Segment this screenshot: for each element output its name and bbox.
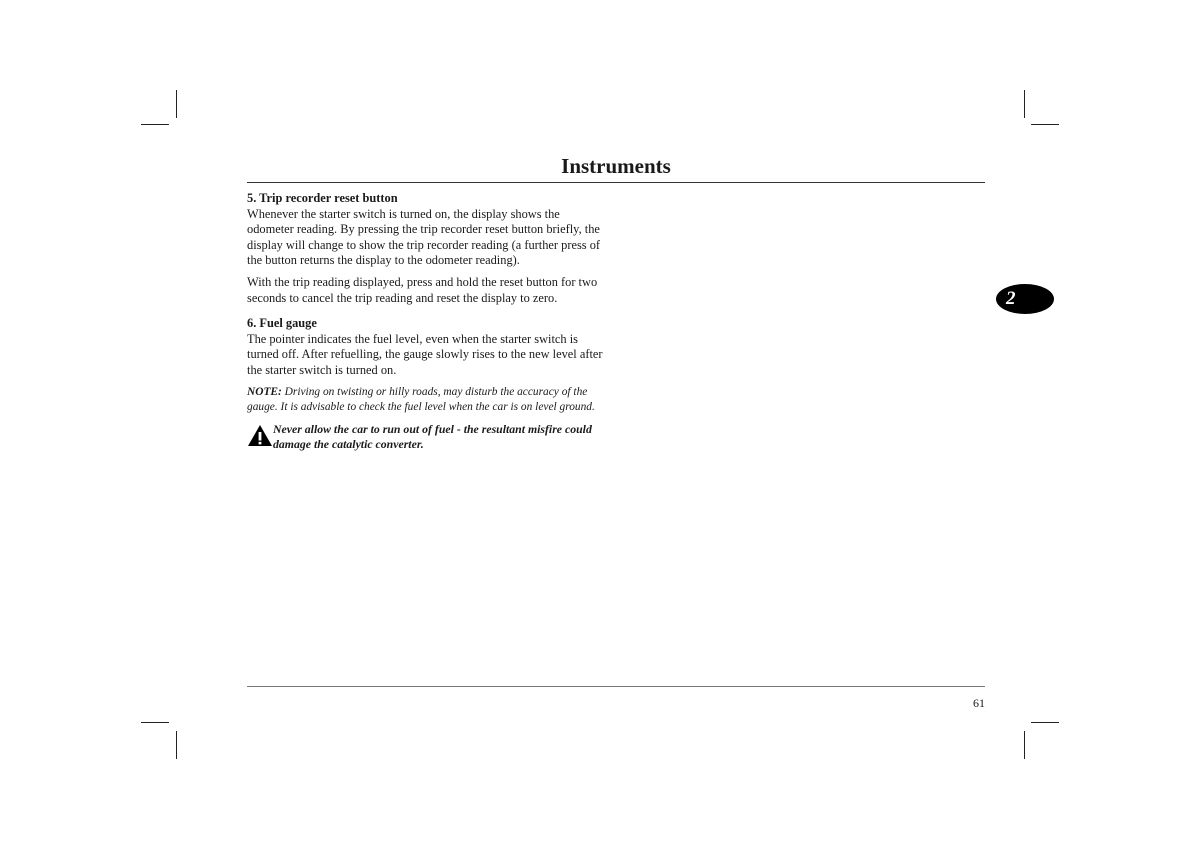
chapter-tab: 2 xyxy=(996,284,1054,314)
section-heading-trip-recorder: 5. Trip recorder reset button xyxy=(247,191,398,205)
page-number: 61 xyxy=(973,696,985,710)
crop-mark xyxy=(141,124,169,125)
crop-mark xyxy=(176,731,177,759)
crop-mark xyxy=(1024,90,1025,118)
warning-text: Never allow the car to run out of fuel - the resultant misfire could damage the catalytic converter. xyxy=(273,421,592,452)
crop-mark xyxy=(176,90,177,118)
note xyxy=(247,385,603,416)
page-title: Instruments xyxy=(561,154,671,178)
crop-mark xyxy=(1031,722,1059,723)
paragraph: Whenever the starter switch is turned on, the display shows the odometer reading. By pressing the trip recorder reset button briefly, the display will change to show the trip recorder reading (a further press of the button returns the display to the odometer reading). xyxy=(247,206,601,268)
note-text: Driving on twisting or hilly roads, may disturb the accuracy of the gauge. It is advisable to check the fuel level when the car is on level ground. xyxy=(247,385,595,414)
warning-callout xyxy=(247,422,603,453)
paragraph: With the trip reading displayed, press and hold the reset button for two seconds to cancel the trip reading and reset the display to zero. xyxy=(247,274,598,305)
warning-triangle-icon xyxy=(247,422,273,448)
note-label: NOTE: xyxy=(247,385,282,398)
crop-mark xyxy=(1031,124,1059,125)
crop-mark xyxy=(141,722,169,723)
section-heading-fuel-gauge: 6. Fuel gauge xyxy=(247,316,317,331)
footer-rule xyxy=(247,686,985,687)
main-content xyxy=(247,191,603,453)
paragraph: The pointer indicates the fuel level, even when the starter switch is turned off. After refuelling, the gauge slowly rises to the new level after the starter switch is turned on. xyxy=(247,331,603,377)
crop-mark xyxy=(1024,731,1025,759)
header-rule xyxy=(247,182,985,183)
